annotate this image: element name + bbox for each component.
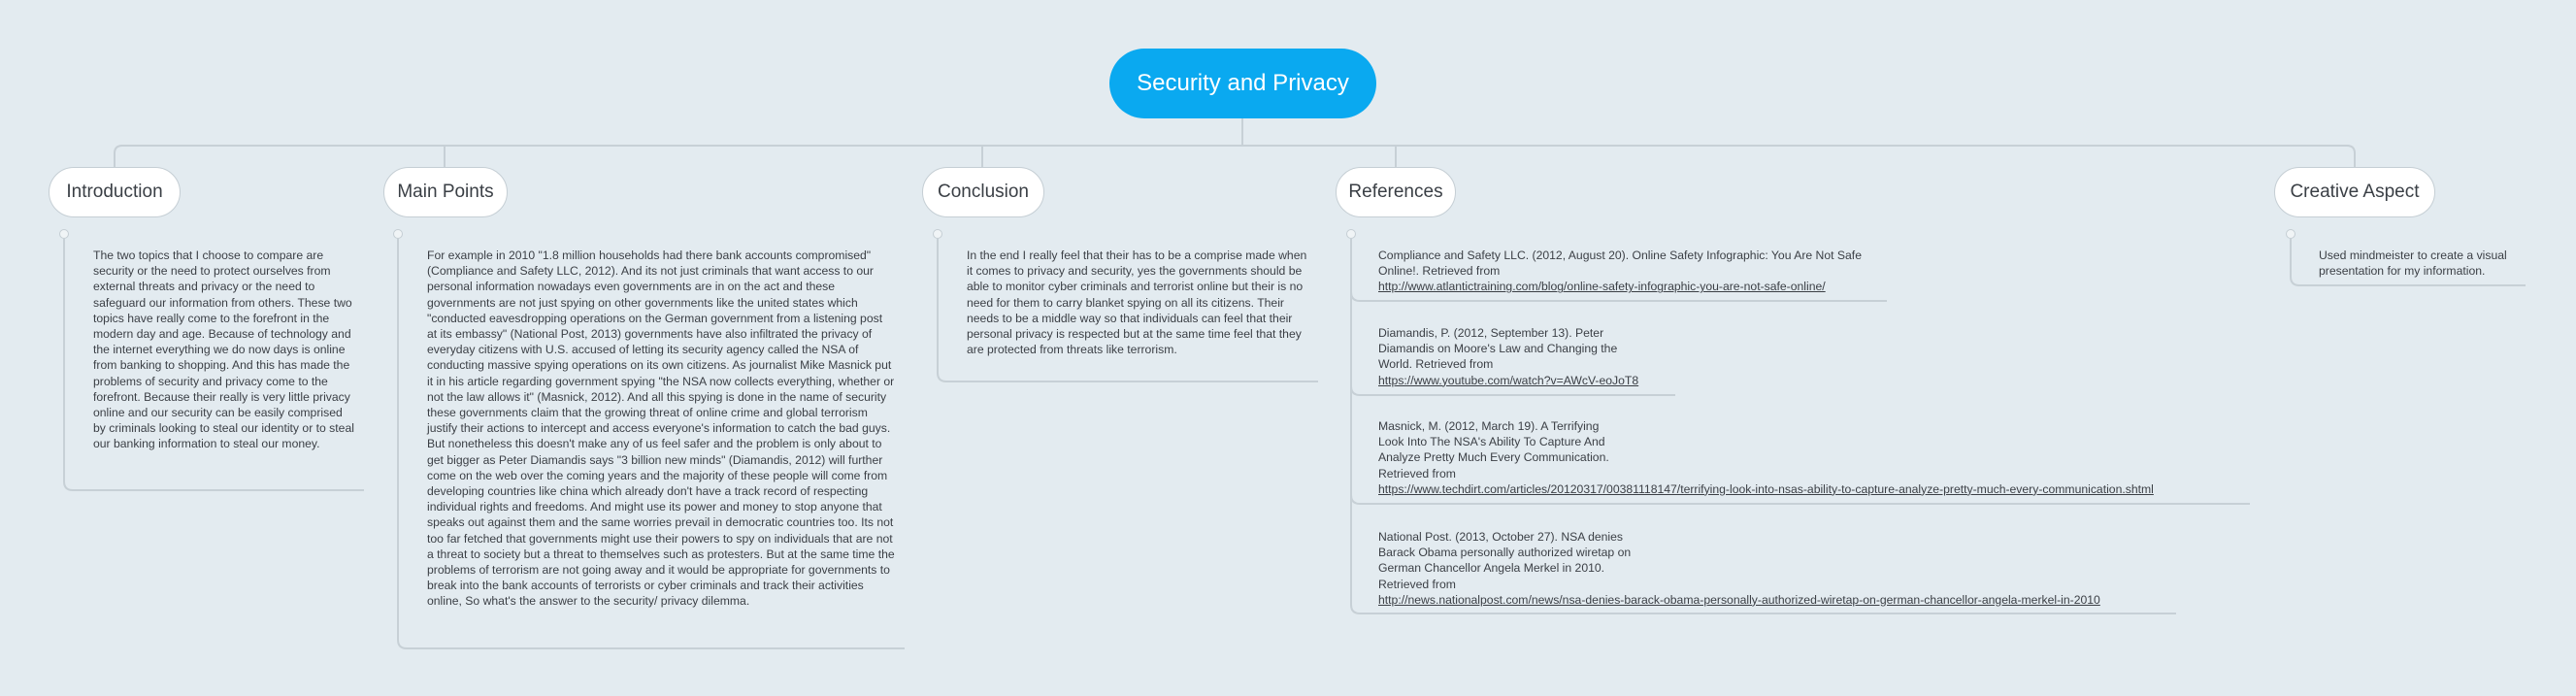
- reference-item: [1378, 248, 1883, 295]
- note-text: The two topics that I choose to compare are security or the need to protect ourselves from external threats and privacy or the need to safeguard our information from others. These two topics have really come to the forefront in the modern day and age. Because of technology and the internet everything we do now days is online from banking to shopping. And this has made the problems of security and privacy come to the forefront. Because their really is very little privacy online and our security can be easily comprised by criminals looking to steal our identity or to steal our banking information to steal our money.: [93, 249, 354, 451]
- topic-label: References: [1348, 182, 1443, 202]
- reference-item: [1378, 529, 2174, 608]
- collapse-handle[interactable]: [59, 229, 69, 239]
- root-node[interactable]: [1109, 49, 1376, 118]
- reference-text: Masnick, M. (2012, March 19). A Terrifying Look Into The NSA's Ability To Capture And Analyze Pretty Much Every Communication. Retrieved from: [1378, 419, 1609, 481]
- root-label: Security and Privacy: [1137, 70, 1349, 96]
- collapse-handle[interactable]: [2286, 229, 2295, 239]
- reference-link[interactable]: https://www.youtube.com/watch?v=AWcV-eoJoT8: [1378, 373, 1639, 387]
- topic-introduction[interactable]: [49, 167, 181, 217]
- topic-main-points[interactable]: [383, 167, 508, 217]
- reference-text: Compliance and Safety LLC. (2012, August 20). Online Safety Infographic: You Are Not Safe Online!. Retrieved from: [1378, 249, 1862, 279]
- introduction-note: [93, 248, 355, 452]
- reference-item: [1378, 418, 2252, 497]
- collapse-handle[interactable]: [1346, 229, 1356, 239]
- note-text: In the end I really feel that their has to be a comprise made when it comes to privacy and security, yes the governments should be able to monitor cyber criminals and terrorist online but their is no need for them to carry blanket spying on all its citizens. Their needs to be a middle way so that individuals can feel that their personal privacy is respected but at the same time feel that they are protected from threats like terrorism.: [967, 249, 1307, 357]
- main-points-note: [427, 248, 895, 610]
- topic-label: Creative Aspect: [2290, 182, 2420, 202]
- note-text: Used mindmeister to create a visual presentation for my information.: [2319, 249, 2507, 279]
- reference-text: National Post. (2013, October 27). NSA denies Barack Obama personally authorized wiretap on German Chancellor Angela Merkel in 2010. Retrieved from: [1378, 530, 1632, 591]
- topic-conclusion[interactable]: [922, 167, 1044, 217]
- reference-text: Diamandis, P. (2012, September 13). Peter Diamandis on Moore's Law and Changing the World. Retrieved from: [1378, 326, 1618, 372]
- topic-creative-aspect[interactable]: [2274, 167, 2435, 217]
- note-text: For example in 2010 "1.8 million households had there bank accounts compromised" (Compliance and Safety LLC, 2012). And its not just criminals that want access to our personal information nowadays even governments are in on the act and these governments are not just spying on other governments like the united states which "conducted eavesdropping operations on the German government from a listening post at its embassy" (National Post, 2013) governments have also infiltrated the privacy of everyday citizens with U.S. accused of letting its security agency called the NSA of conducting massive spying operations on its own citizens. As journalist Mike Masnick put it in his article regarding government spying "the NSA now collects everything, whether or not the law allows it" (Masnick, 2012). And all this spying is done in the name of security these governments claim that the growing threat of online crime and global terrorism justify their actions to intercept and access everyone's information to catch the bad guys. But nonetheless this doesn't make any of us feel safer and the problem is only about to get bigger as Peter Diamandis says "3 billion new minds" (Diamandis, 2012) will further come on the web over the coming years and the majority of these people will come from developing countries like china which already don't have a track record of respecting individual rights and freedoms. And might use its power and money to stop anyone that speaks out against them and the same worries prevail in democratic countries too. Its not too far fetched that governments might use their powers to spy on individuals that are not a threat to society but a threat to themselves such as protesters. But at the same time the problems of terrorism are not going away and it would be appropriate for governments to break into the bank accounts of terrorists or cyber criminals and track their activities online, So what's the answer to the security/ privacy dilemma.: [427, 249, 895, 609]
- conclusion-note: [967, 248, 1312, 357]
- creative-aspect-note: [2319, 248, 2530, 279]
- reference-link[interactable]: http://www.atlantictraining.com/blog/online-safety-infographic-you-are-not-safe-online/: [1378, 280, 1826, 294]
- topic-label: Conclusion: [938, 182, 1029, 202]
- reference-link[interactable]: https://www.techdirt.com/articles/20120317/00381118147/terrifying-look-into-nsas-ability-to-capture-analyze-pretty-much-every-communication.shtml: [1378, 481, 2154, 496]
- topic-label: Main Points: [397, 182, 494, 202]
- collapse-handle[interactable]: [393, 229, 403, 239]
- topic-references[interactable]: [1336, 167, 1456, 217]
- topic-label: Introduction: [66, 182, 163, 202]
- reference-item: [1378, 325, 1669, 388]
- reference-link[interactable]: http://news.nationalpost.com/news/nsa-denies-barack-obama-personally-authorized-wiretap-on-german-chancellor-angela-merkel-in-2010: [1378, 592, 2100, 607]
- collapse-handle[interactable]: [933, 229, 942, 239]
